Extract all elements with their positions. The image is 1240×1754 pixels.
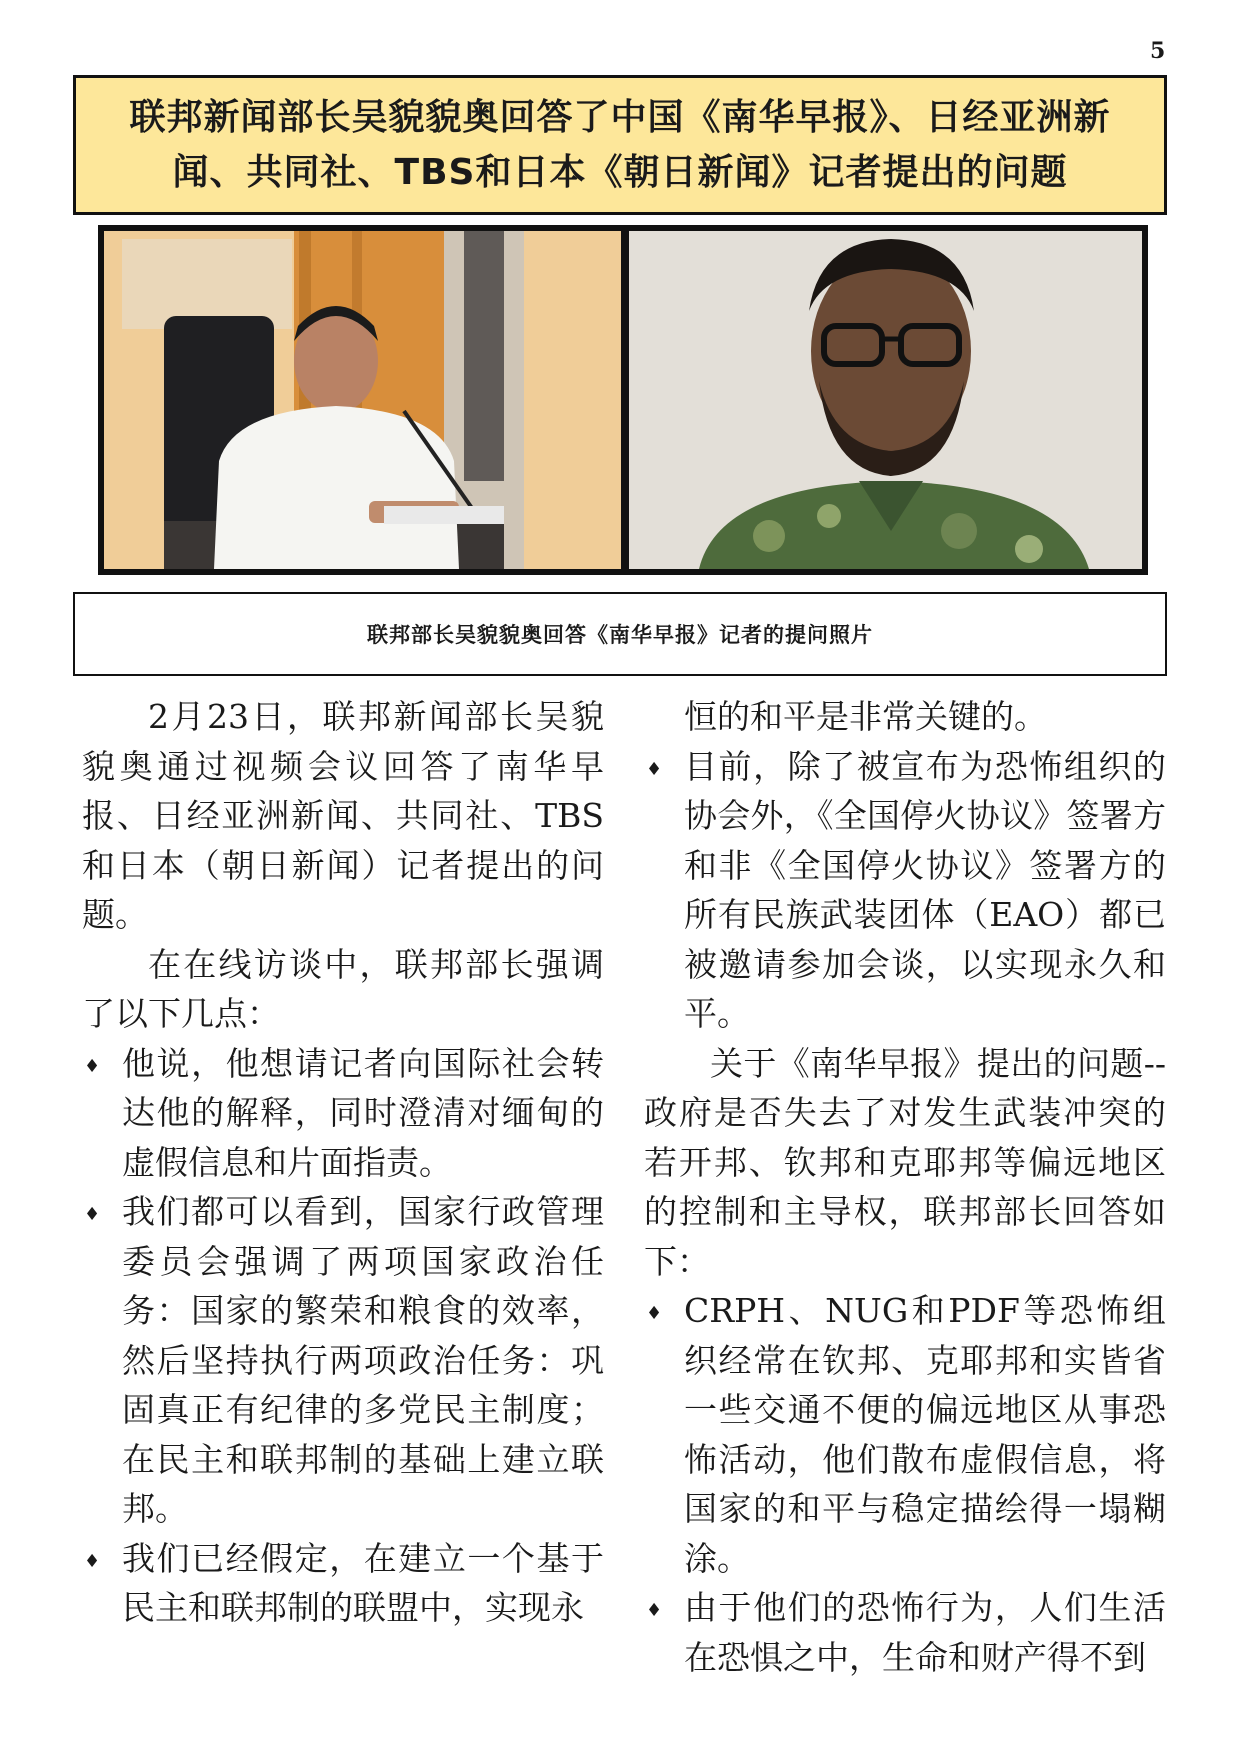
left-bullet-3 xyxy=(82,1534,604,1633)
left-bullet-1 xyxy=(82,1039,604,1188)
right-bullet-1 xyxy=(644,742,1166,1039)
left-paragraph-1: 2月23日，联邦新闻部长吴貌貌奥通过视频会议回答了南华早报、日经亚洲新闻、共同社、TBS和日本（朝日新闻）记者提出的问题。 xyxy=(82,697,604,934)
left-bullet-2 xyxy=(82,1187,604,1534)
bullet-diamond-icon: ♦ xyxy=(84,1204,101,1225)
right-bullet-2 xyxy=(644,1286,1166,1583)
right-bullet-3 xyxy=(644,1583,1166,1682)
headline: 联邦新闻部长吴貌貌奥回答了中国《南华早报》、日经亚洲新闻、共同社、TBS和日本《朝日新闻》记者提出的问题 xyxy=(129,97,1111,193)
bullet-diamond-icon: ♦ xyxy=(646,758,663,780)
right-bullet-1-text: 目前，除了被宣布为恐怖组织的协会外，《全国停火协议》签署方和非《全国停火协议》签署方的所有民族武装团体（EAO）都已被邀请参加会谈，以实现永久和平。 xyxy=(684,746,1166,1033)
right-column xyxy=(644,692,1166,1682)
bullet-diamond-icon: ♦ xyxy=(84,1550,101,1572)
right-paragraph-1: 关于《南华早报》提出的问题--政府是否失去了对发生武装冲突的若开邦、钦邦和克耶邦等偏远地区的控制和主导权，联邦部长回答如下： xyxy=(644,1043,1166,1281)
bullet-diamond-icon: ♦ xyxy=(84,1055,101,1077)
left-bullet-3-text: 我们已经假定，在建立一个基于民主和联邦制的联盟中，实现永 xyxy=(122,1538,604,1627)
journalist-photo xyxy=(629,231,1142,569)
page-number: 5 xyxy=(1150,38,1166,64)
left-bullet-2-text: 我们都可以看到，国家行政管理委员会强调了两项国家政治任务：国家的繁荣和粮食的效率，然后坚持执行两项政治任务：巩固真正有纪律的多党民主制度；在民主和联邦制的基础上建立联邦。 xyxy=(122,1192,604,1528)
right-bullet-3-text: 由于他们的恐怖行为，人们生活在恐惧之中，生命和财产得不到 xyxy=(684,1588,1166,1677)
photo-caption: 联邦部长吴貌貌奥回答《南华早报》记者的提问照片 xyxy=(367,623,873,647)
minister-photo xyxy=(104,231,621,569)
left-bullet-1-text: 他说，他想请记者向国际社会转达他的解释，同时澄清对缅甸的虚假信息和片面指责。 xyxy=(122,1043,604,1182)
left-column xyxy=(82,692,604,1633)
left-paragraph-2: 在在线访谈中，联邦部长强调了以下几点： xyxy=(82,944,604,1033)
photo-frame xyxy=(98,225,1148,575)
journalist-photo-illustration xyxy=(629,231,1142,569)
headline-box xyxy=(73,75,1167,215)
minister-photo-illustration xyxy=(104,231,621,569)
right-bullet-2-text: CRPH、NUG和PDF等恐怖组织经常在钦邦、克耶邦和实皆省一些交通不便的偏远地区从事恐怖活动，他们散布虚假信息，将国家的和平与稳定描绘得一塌糊涂。 xyxy=(684,1291,1166,1578)
caption-box xyxy=(73,592,1167,676)
bullet-diamond-icon: ♦ xyxy=(646,1600,663,1621)
bullet-diamond-icon: ♦ xyxy=(646,1303,663,1324)
right-continuation: 恒的和平是非常关键的。 xyxy=(684,697,1047,736)
